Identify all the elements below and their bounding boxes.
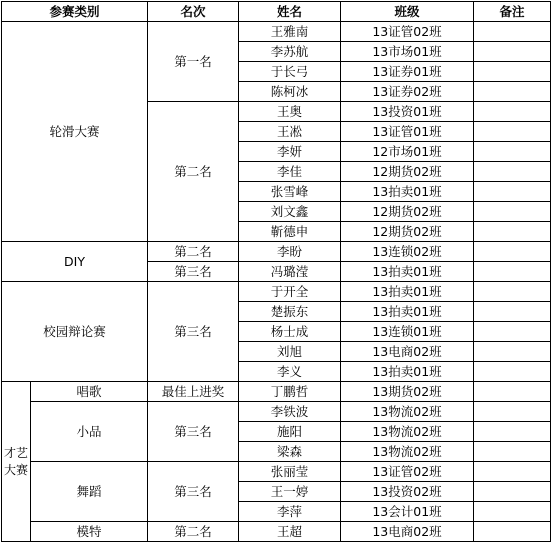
remark-cell — [474, 62, 551, 82]
class-cell: 13市场01班 — [341, 42, 474, 62]
remark-cell — [474, 482, 551, 502]
table-row — [2, 522, 551, 542]
subcategory-cell: 舞蹈 — [31, 462, 148, 522]
subcategory-cell: 模特 — [31, 522, 148, 542]
award-table — [1, 1, 551, 542]
class-cell: 13连锁01班 — [341, 322, 474, 342]
student-name-cell: 陈柯冰 — [239, 82, 341, 102]
class-cell: 12期货02班 — [341, 222, 474, 242]
rank-cell: 第二名 — [148, 102, 239, 242]
remark-cell — [474, 42, 551, 62]
student-name-cell: 张丽莹 — [239, 462, 341, 482]
student-name-cell: 王雅南 — [239, 22, 341, 42]
student-name-cell: 靳德申 — [239, 222, 341, 242]
category-cell — [2, 382, 31, 542]
student-name-cell: 李妍 — [239, 142, 341, 162]
class-cell: 13证券02班 — [341, 82, 474, 102]
student-name-cell: 刘旭 — [239, 342, 341, 362]
student-name-cell: 王一婷 — [239, 482, 341, 502]
remark-cell — [474, 502, 551, 522]
remark-cell — [474, 302, 551, 322]
remark-cell — [474, 222, 551, 242]
table-row — [2, 462, 551, 482]
rank-cell: 第二名 — [148, 242, 239, 262]
header-row — [2, 2, 551, 22]
student-name-cell: 李盼 — [239, 242, 341, 262]
class-cell: 13连锁02班 — [341, 242, 474, 262]
remark-cell — [474, 462, 551, 482]
remark-cell — [474, 142, 551, 162]
student-name-cell: 冯璐滢 — [239, 262, 341, 282]
category-cell: 轮滑大赛 — [2, 22, 148, 242]
student-name-cell: 于开全 — [239, 282, 341, 302]
student-name-cell: 李铁波 — [239, 402, 341, 422]
class-cell: 13拍卖01班 — [341, 302, 474, 322]
class-cell: 13证管02班 — [341, 462, 474, 482]
remark-cell — [474, 82, 551, 102]
header-remark: 备注 — [474, 2, 551, 22]
rank-cell: 第三名 — [148, 262, 239, 282]
class-cell: 13证管02班 — [341, 22, 474, 42]
student-name-cell: 施阳 — [239, 422, 341, 442]
remark-cell — [474, 382, 551, 402]
remark-cell — [474, 342, 551, 362]
remark-cell — [474, 362, 551, 382]
rank-cell: 最佳上进奖 — [148, 382, 239, 402]
student-name-cell: 李苏航 — [239, 42, 341, 62]
class-cell: 13投资01班 — [341, 102, 474, 122]
remark-cell — [474, 402, 551, 422]
table-row — [2, 382, 551, 402]
class-cell: 12期货02班 — [341, 162, 474, 182]
rank-cell: 第二名 — [148, 522, 239, 542]
table-row — [2, 282, 551, 302]
table-row — [2, 242, 551, 262]
remark-cell — [474, 262, 551, 282]
rank-cell: 第三名 — [148, 402, 239, 462]
student-name-cell: 丁鹏哲 — [239, 382, 341, 402]
rank-cell: 第三名 — [148, 462, 239, 522]
class-cell: 12市场01班 — [341, 142, 474, 162]
remark-cell — [474, 442, 551, 462]
remark-cell — [474, 122, 551, 142]
remark-cell — [474, 162, 551, 182]
table-row — [2, 402, 551, 422]
subcategory-cell: 小品 — [31, 402, 148, 462]
remark-cell — [474, 282, 551, 302]
student-name-cell: 李义 — [239, 362, 341, 382]
remark-cell — [474, 102, 551, 122]
remark-cell — [474, 422, 551, 442]
class-cell: 13物流02班 — [341, 442, 474, 462]
class-cell: 13物流02班 — [341, 402, 474, 422]
class-cell: 13拍卖01班 — [341, 182, 474, 202]
class-cell: 13拍卖01班 — [341, 362, 474, 382]
class-cell: 13电商02班 — [341, 342, 474, 362]
subcategory-cell: 唱歌 — [31, 382, 148, 402]
category-cell: 校园辩论赛 — [2, 282, 148, 382]
student-name-cell: 楚振东 — [239, 302, 341, 322]
student-name-cell: 王凇 — [239, 122, 341, 142]
class-cell: 13物流02班 — [341, 422, 474, 442]
remark-cell — [474, 22, 551, 42]
remark-cell — [474, 322, 551, 342]
header-name: 姓名 — [239, 2, 341, 22]
student-name-cell: 梁森 — [239, 442, 341, 462]
category-cell: DIY — [2, 242, 148, 282]
category-label: 才艺大赛 — [3, 445, 28, 477]
class-cell: 13证管01班 — [341, 122, 474, 142]
class-cell: 13期货02班 — [341, 382, 474, 402]
class-cell: 13拍卖01班 — [341, 282, 474, 302]
class-cell: 13拍卖01班 — [341, 262, 474, 282]
header-category: 参赛类别 — [2, 2, 148, 22]
class-cell: 13证券01班 — [341, 62, 474, 82]
remark-cell — [474, 202, 551, 222]
class-cell: 13电商02班 — [341, 522, 474, 542]
student-name-cell: 于长弓 — [239, 62, 341, 82]
student-name-cell: 张雪峰 — [239, 182, 341, 202]
student-name-cell: 王超 — [239, 522, 341, 542]
table-row — [2, 22, 551, 42]
student-name-cell: 杨士成 — [239, 322, 341, 342]
student-name-cell: 李佳 — [239, 162, 341, 182]
student-name-cell: 刘文鑫 — [239, 202, 341, 222]
rank-cell: 第一名 — [148, 22, 239, 102]
class-cell: 13会计01班 — [341, 502, 474, 522]
remark-cell — [474, 522, 551, 542]
remark-cell — [474, 242, 551, 262]
header-class: 班级 — [341, 2, 474, 22]
student-name-cell: 王奥 — [239, 102, 341, 122]
class-cell: 12期货02班 — [341, 202, 474, 222]
rank-cell: 第三名 — [148, 282, 239, 382]
class-cell: 13投资02班 — [341, 482, 474, 502]
header-rank: 名次 — [148, 2, 239, 22]
student-name-cell: 李萍 — [239, 502, 341, 522]
remark-cell — [474, 182, 551, 202]
